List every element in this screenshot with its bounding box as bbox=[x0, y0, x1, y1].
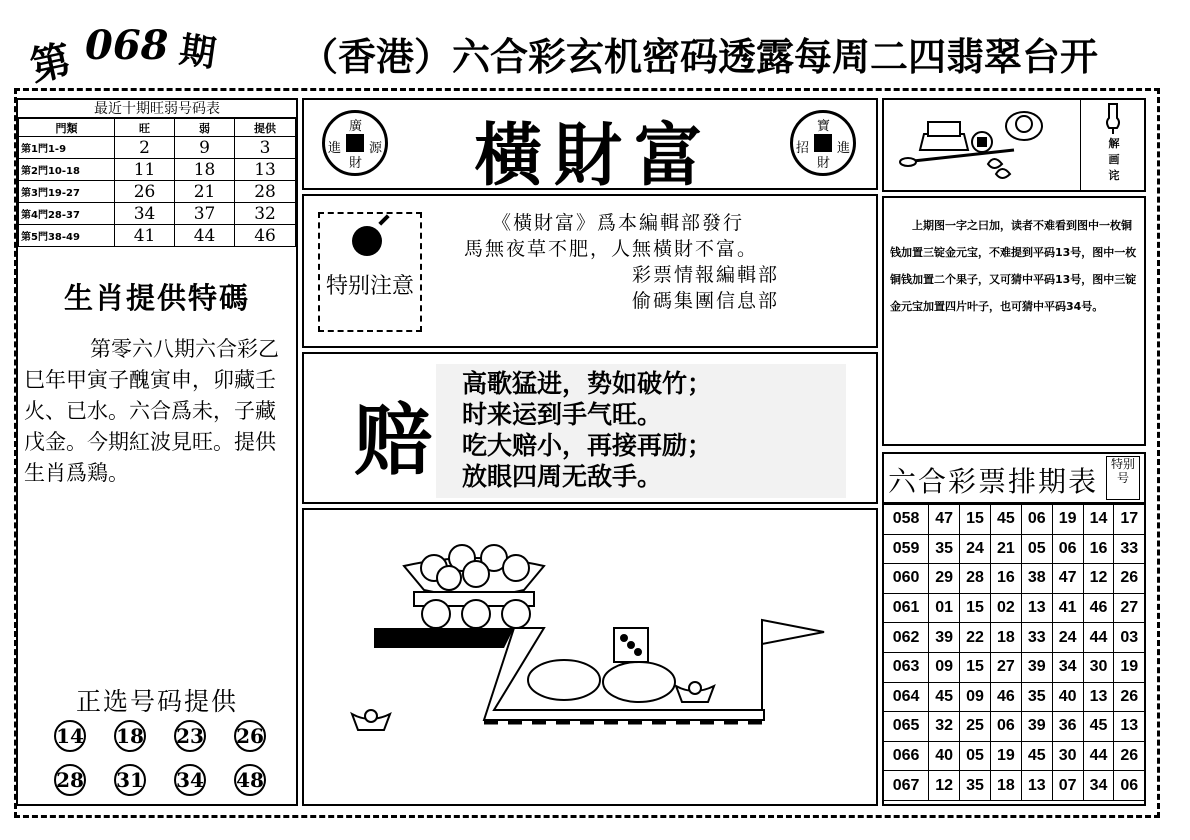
number-cell: 05 bbox=[960, 741, 991, 771]
cell: 41 bbox=[115, 225, 175, 247]
issue-cell: 063 bbox=[884, 652, 929, 682]
number-cell: 19 bbox=[1114, 652, 1144, 682]
number-cell: 06 bbox=[1052, 534, 1083, 564]
number-cell: 27 bbox=[990, 652, 1021, 682]
cell: 32 bbox=[235, 203, 296, 225]
number-cell: 38 bbox=[1021, 564, 1052, 594]
riddle-text: 上期图一字之曰加，读者不难看到图中一枚铜钱加置三锭金元宝，不难提到平码13号，图中一枚铜钱加置二个果子，又可猜中平码13号，图中三锭金元宝加置四片叶子，也可猜中平码34号。 bbox=[890, 219, 1137, 313]
number-cell: 15 bbox=[960, 652, 991, 682]
number-cell: 39 bbox=[929, 623, 960, 653]
number-cell: 34 bbox=[1083, 771, 1114, 801]
number-cell: 30 bbox=[1052, 741, 1083, 771]
number-cell: 47 bbox=[1052, 564, 1083, 594]
table-row bbox=[19, 159, 296, 181]
table-row bbox=[884, 505, 1144, 535]
band-shape bbox=[374, 628, 514, 648]
notice-line: 偷碼集團信息部 bbox=[632, 290, 780, 312]
row-label: 第5門38-49 bbox=[19, 225, 115, 247]
poem-line: 放眼四周无敌手。 bbox=[462, 462, 663, 491]
cell: 44 bbox=[175, 225, 235, 247]
notice-line: 彩票情報編輯部 bbox=[632, 264, 780, 286]
number-cell: 26 bbox=[1114, 564, 1144, 594]
pick-number: 14 bbox=[54, 720, 86, 752]
bead-chain-icon bbox=[528, 660, 675, 702]
number-cell: 39 bbox=[1021, 652, 1052, 682]
row-label: 第2門10-18 bbox=[19, 159, 115, 181]
ten-col-3: 提供 bbox=[235, 119, 296, 137]
number-cell: 46 bbox=[1083, 593, 1114, 623]
number-cell: 45 bbox=[929, 682, 960, 712]
number-cell: 19 bbox=[990, 741, 1021, 771]
pei-char: 赔 bbox=[354, 396, 433, 486]
flag-icon bbox=[762, 620, 824, 710]
ten-table-title: 最近十期旺弱号码表 bbox=[18, 100, 296, 118]
number-cell: 14 bbox=[1083, 505, 1114, 535]
number-cell: 32 bbox=[929, 712, 960, 742]
number-cell: 07 bbox=[1052, 771, 1083, 801]
pick-number: 34 bbox=[174, 764, 206, 796]
number-cell: 21 bbox=[990, 534, 1021, 564]
notice-section bbox=[302, 194, 878, 348]
number-cell: 03 bbox=[1114, 623, 1144, 653]
number-cell: 13 bbox=[1021, 771, 1052, 801]
coin-char: 寶 bbox=[817, 119, 831, 134]
issue-cell: 061 bbox=[884, 593, 929, 623]
poem-line: 吃大赔小，再接再励； bbox=[462, 431, 713, 460]
hint-text: 解画诧 bbox=[1108, 137, 1120, 182]
row-label: 第3門19-27 bbox=[19, 181, 115, 203]
table-row bbox=[884, 682, 1144, 712]
pick-number: 23 bbox=[174, 720, 206, 752]
header-di: 第 bbox=[26, 37, 76, 91]
picks-title: 正选号码提供 bbox=[75, 687, 238, 716]
number-cell: 01 bbox=[929, 593, 960, 623]
riddle-image-panel bbox=[882, 98, 1146, 192]
hint-box bbox=[1080, 100, 1146, 190]
issue-cell: 064 bbox=[884, 682, 929, 712]
number-cell: 41 bbox=[1052, 593, 1083, 623]
number-cell: 36 bbox=[1052, 712, 1083, 742]
cell: 18 bbox=[175, 159, 235, 181]
number-cell: 28 bbox=[960, 564, 991, 594]
table-row bbox=[884, 593, 1144, 623]
table-row bbox=[884, 534, 1144, 564]
number-cell: 33 bbox=[1021, 623, 1052, 653]
coin-char: 招 bbox=[796, 141, 810, 156]
number-cell: 16 bbox=[990, 564, 1021, 594]
table-row bbox=[884, 741, 1144, 771]
number-cell: 06 bbox=[1114, 771, 1144, 801]
notice-label: 特别注意 bbox=[325, 274, 414, 299]
issue-cell: 067 bbox=[884, 771, 929, 801]
riddle-picture-icon bbox=[304, 510, 876, 804]
zodiac-text: 第零六八期六合彩乙巳年甲寅子醜寅申，卯藏壬火、已水。六合爲未，子藏戊金。今期紅波見旺。提供生肖爲鶏。 bbox=[24, 337, 279, 485]
special-number-tag: 特别号 bbox=[1106, 456, 1140, 500]
issue-cell: 060 bbox=[884, 564, 929, 594]
schedule-table bbox=[884, 504, 1144, 801]
number-cell: 17 bbox=[1114, 505, 1144, 535]
fruit-bowl-icon bbox=[404, 545, 544, 628]
issue-cell: 065 bbox=[884, 712, 929, 742]
coin-char: 財 bbox=[349, 156, 363, 171]
number-cell: 24 bbox=[1052, 623, 1083, 653]
issue-cell: 058 bbox=[884, 505, 929, 535]
cell: 26 bbox=[115, 181, 175, 203]
coin-char: 廣 bbox=[349, 119, 363, 134]
number-cell: 12 bbox=[1083, 564, 1114, 594]
number-cell: 06 bbox=[1021, 505, 1052, 535]
number-cell: 30 bbox=[1083, 652, 1114, 682]
cell: 34 bbox=[115, 203, 175, 225]
dice-icon bbox=[614, 628, 648, 662]
table-row bbox=[884, 652, 1144, 682]
notice-line: 《橫財富》爲本編輯部發行 bbox=[492, 212, 745, 234]
cell: 46 bbox=[235, 225, 296, 247]
cell: 37 bbox=[175, 203, 235, 225]
number-cell: 47 bbox=[929, 505, 960, 535]
issue-number: 068 bbox=[85, 22, 169, 69]
number-cell: 44 bbox=[1083, 623, 1114, 653]
table-row bbox=[884, 623, 1144, 653]
ten-table-header-row bbox=[19, 119, 296, 137]
coin-char: 進 bbox=[836, 141, 850, 156]
number-cell: 35 bbox=[929, 534, 960, 564]
number-cell: 40 bbox=[929, 741, 960, 771]
number-cell: 27 bbox=[1114, 593, 1144, 623]
coin-char: 財 bbox=[817, 156, 831, 171]
number-cell: 06 bbox=[990, 712, 1021, 742]
number-cell: 29 bbox=[929, 564, 960, 594]
number-cell: 05 bbox=[1021, 534, 1052, 564]
schedule-header bbox=[884, 454, 1144, 504]
schedule-title: 六合彩票排期表 bbox=[888, 465, 1099, 498]
number-cell: 15 bbox=[960, 505, 991, 535]
poem-box bbox=[436, 364, 846, 498]
table-row bbox=[19, 203, 296, 225]
riddle-objects-icon bbox=[884, 100, 1078, 190]
coin-left-icon bbox=[322, 110, 388, 176]
number-cell: 13 bbox=[1083, 682, 1114, 712]
ten-table bbox=[18, 118, 296, 247]
zodiac-title: 生肖提供特碼 bbox=[63, 281, 250, 315]
number-cell: 26 bbox=[1114, 741, 1144, 771]
cell: 13 bbox=[235, 159, 296, 181]
number-cell: 13 bbox=[1021, 593, 1052, 623]
number-cell: 45 bbox=[1083, 712, 1114, 742]
ten-col-2: 弱 bbox=[175, 119, 235, 137]
page-header bbox=[26, 18, 1160, 91]
table-row bbox=[884, 564, 1144, 594]
row-label: 第4門28-37 bbox=[19, 203, 115, 225]
issue-cell: 062 bbox=[884, 623, 929, 653]
page-title: （香港）六合彩玄机密码透露每周二四翡翠台开 bbox=[300, 35, 1099, 79]
number-cell: 19 bbox=[1052, 505, 1083, 535]
notice-box bbox=[318, 212, 422, 332]
poem-line: 高歌猛进，势如破竹； bbox=[462, 369, 713, 398]
number-cell: 02 bbox=[990, 593, 1021, 623]
notice-line: 馬無夜草不肥，人無橫財不富。 bbox=[464, 238, 759, 260]
number-cell: 34 bbox=[1052, 652, 1083, 682]
table-row bbox=[19, 137, 296, 159]
cell: 3 bbox=[235, 137, 296, 159]
number-cell: 46 bbox=[990, 682, 1021, 712]
coin-char: 進 bbox=[328, 141, 342, 156]
number-cell: 18 bbox=[990, 771, 1021, 801]
number-cell: 40 bbox=[1052, 682, 1083, 712]
number-cell: 13 bbox=[1114, 712, 1144, 742]
cell: 2 bbox=[115, 137, 175, 159]
schedule-panel bbox=[882, 452, 1146, 806]
cell: 28 bbox=[235, 181, 296, 203]
ten-col-0: 門類 bbox=[19, 119, 115, 137]
left-panel bbox=[16, 98, 298, 806]
pick-number: 26 bbox=[234, 720, 266, 752]
notice-lines bbox=[432, 210, 872, 314]
row-label: 第1門1-9 bbox=[19, 137, 115, 159]
number-cell: 25 bbox=[960, 712, 991, 742]
number-cell: 45 bbox=[990, 505, 1021, 535]
picks-grid bbox=[40, 720, 280, 796]
ten-col-1: 旺 bbox=[115, 119, 175, 137]
riddle-text-panel bbox=[882, 196, 1146, 446]
riddle-illustration bbox=[302, 508, 878, 806]
pointing-hand-icon bbox=[1099, 102, 1129, 134]
header-qi: 期 bbox=[176, 29, 219, 76]
cell: 21 bbox=[175, 181, 235, 203]
coin-right-icon bbox=[790, 110, 856, 176]
number-cell: 15 bbox=[960, 593, 991, 623]
pick-number: 18 bbox=[114, 720, 146, 752]
number-cell: 09 bbox=[960, 682, 991, 712]
number-cell: 33 bbox=[1114, 534, 1144, 564]
banner bbox=[302, 98, 878, 196]
number-cell: 39 bbox=[1021, 712, 1052, 742]
table-row bbox=[884, 712, 1144, 742]
number-cell: 12 bbox=[929, 771, 960, 801]
number-cell: 26 bbox=[1114, 682, 1144, 712]
pick-number: 31 bbox=[114, 764, 146, 796]
number-cell: 22 bbox=[960, 623, 991, 653]
banner-title: 橫財富 bbox=[473, 117, 714, 196]
pick-number: 28 bbox=[54, 764, 86, 796]
issue-cell: 059 bbox=[884, 534, 929, 564]
number-cell: 24 bbox=[960, 534, 991, 564]
number-cell: 35 bbox=[1021, 682, 1052, 712]
number-cell: 44 bbox=[1083, 741, 1114, 771]
cell: 9 bbox=[175, 137, 235, 159]
bomb-icon bbox=[352, 226, 382, 256]
poem-section bbox=[302, 352, 878, 504]
number-cell: 09 bbox=[929, 652, 960, 682]
number-cell: 16 bbox=[1083, 534, 1114, 564]
cell: 11 bbox=[115, 159, 175, 181]
issue-cell: 066 bbox=[884, 741, 929, 771]
table-row bbox=[19, 181, 296, 203]
pick-number: 48 bbox=[234, 764, 266, 796]
poem-line: 时来运到手气旺。 bbox=[462, 400, 663, 429]
number-cell: 18 bbox=[990, 623, 1021, 653]
number-cell: 45 bbox=[1021, 741, 1052, 771]
number-cell: 35 bbox=[960, 771, 991, 801]
table-row bbox=[884, 771, 1144, 801]
table-row bbox=[19, 225, 296, 247]
coin-char: 源 bbox=[368, 141, 382, 156]
